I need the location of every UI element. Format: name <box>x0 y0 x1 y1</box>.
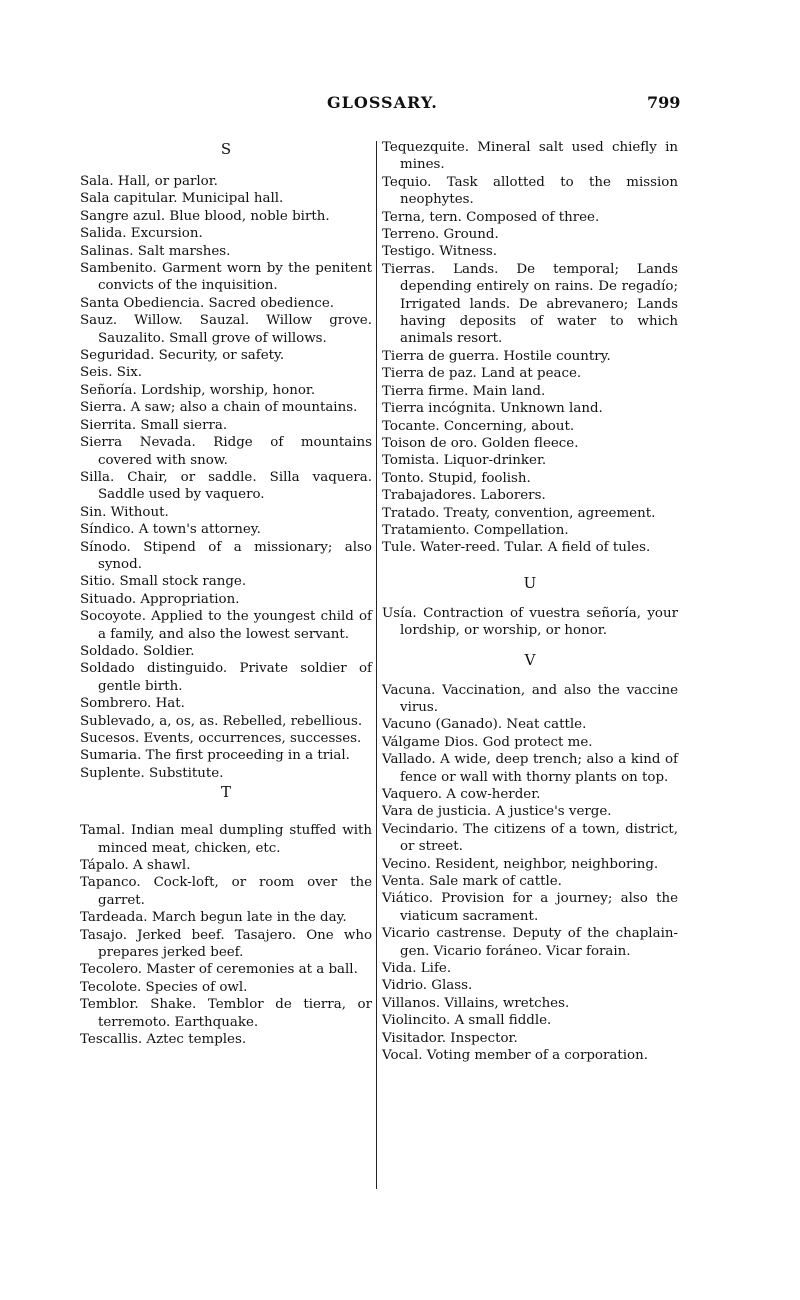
glossary-entry: Vallado. A wide, deep trench; also a kind of fence or wall with thorny plants on top. <box>382 752 678 785</box>
glossary-entry: Tonto. Stupid, foolish. <box>382 470 531 486</box>
glossary-entry: Seguridad. Security, or safety. <box>80 348 285 364</box>
section-heading-s: S <box>220 140 232 158</box>
glossary-entry: Tomista. Liquor-drinker. <box>382 453 547 469</box>
glossary-entry: Sangre azul. Blue blood, noble birth. <box>80 208 330 224</box>
glossary-entry: Tardeada. March begun late in the day. <box>80 910 347 926</box>
entry-list-v <box>382 682 678 1065</box>
glossary-entry: Venta. Sale mark of cattle. <box>382 874 562 890</box>
entry-list-t-cont <box>382 139 678 557</box>
glossary-entry: Sublevado, a, os, as. Rebelled, rebellious. <box>80 713 363 729</box>
glossary-entry: Tecolero. Master of ceremonies at a ball. <box>80 962 358 978</box>
glossary-entry: Vidrio. Glass. <box>382 978 473 994</box>
glossary-entry: Vicario castrense. Deputy of the chaplain-gen. Vicario foráneo. Vicar forain. <box>382 926 678 959</box>
glossary-entry: Sala. Hall, or parlor. <box>80 174 218 189</box>
section-heading-v: V <box>524 650 536 669</box>
glossary-entry: Vida. Life. <box>382 961 452 977</box>
glossary-entry: Silla. Chair, or saddle. Silla vaquera. Saddle used by vaquero. <box>80 469 372 503</box>
glossary-entry: Sierra. A saw; also a chain of mountains. <box>80 400 358 416</box>
glossary-entry: Vecindario. The citizens of a town, district, or street. <box>382 821 678 855</box>
glossary-entry: Tecolote. Species of owl. <box>80 979 248 995</box>
glossary-entry: Sierra Nevada. Ridge of mountains covered with snow. <box>80 435 372 468</box>
glossary-entry: Tierras. Lands. De temporal; Lands depending entirely on rains. De regadío; Irrigated lands. De abrevanero; Lands having deposits of water to which animals resort. <box>382 261 678 347</box>
glossary-entry: Villanos. Villains, wretches. <box>382 995 570 1011</box>
glossary-entry: Tápalo. A shawl. <box>80 858 191 874</box>
glossary-entry: Tescallis. Aztec temples. <box>80 1032 247 1048</box>
glossary-entry: Tequezquite. Mineral salt used chiefly in mines. <box>382 140 678 173</box>
glossary-entry: Vecino. Resident, neighbor, neighboring. <box>382 856 659 872</box>
glossary-entry: Usía. Contraction of vuestra señoría, your lordship, or worship, or honor. <box>382 605 678 639</box>
glossary-entry: Tocante. Concerning, about. <box>382 418 575 434</box>
glossary-entry: Vaquero. A cow-herder. <box>382 787 541 802</box>
glossary-entry: Situado. Appropriation. <box>80 591 240 607</box>
glossary-entry: Vacuna. Vaccination, and also the vaccine virus. <box>382 682 678 715</box>
glossary-entry: Socoyote. Applied to the youngest child of a family, and also the lowest servant. <box>80 609 372 642</box>
glossary-entry: Trabajadores. Laborers. <box>382 488 546 504</box>
glossary-entry: Tratamiento. Compellation. <box>382 522 569 538</box>
glossary-entry: Sin. Without. <box>80 504 169 520</box>
glossary-entry: Tratado. Treaty, convention, agreement. <box>382 505 656 521</box>
glossary-entry: Salida. Excursion. <box>80 226 203 242</box>
glossary-entry: Tasajo. Jerked beef. Tasajero. One who prepares jerked beef. <box>80 927 372 961</box>
glossary-entry: Tapanco. Cock-loft, or room over the garret. <box>80 875 372 908</box>
glossary-entry: Válgame Dios. God protect me. <box>382 734 593 750</box>
glossary-entry: Toison de oro. Golden fleece. <box>382 435 579 451</box>
glossary-entry: Santa Obediencia. Sacred obedience. <box>80 295 335 311</box>
glossary-entry: Suplente. Substitute. <box>80 765 224 781</box>
glossary-entry: Soldado distinguido. Private soldier of gentle birth. <box>80 661 372 694</box>
running-title: GLOSSARY. <box>327 93 438 112</box>
glossary-entry: Sambenito. Garment worn by the penitent convicts of the inquisition. <box>80 261 372 294</box>
right-column <box>382 139 678 1065</box>
section-heading-u: U <box>523 573 537 592</box>
glossary-entry: Sitio. Small stock range. <box>80 574 247 590</box>
column-divider <box>376 141 377 1189</box>
glossary-entry: Viático. Provision for a journey; also the viaticum sacrament. <box>382 891 678 924</box>
glossary-entry: Tierra de paz. Land at peace. <box>382 366 582 382</box>
glossary-entry: Temblor. Shake. Temblor de tierra, or terremoto. Earthquake. <box>80 997 372 1030</box>
glossary-entry: Señoría. Lordship, worship, honor. <box>80 382 316 398</box>
section-heading-t: T <box>220 783 231 802</box>
entry-list-s <box>80 173 372 782</box>
glossary-entry: Tierra de guerra. Hostile country. <box>382 348 611 364</box>
glossary-entry: Vara de justicia. A justice's verge. <box>382 804 612 820</box>
glossary-entry: Tierra incógnita. Unknown land. <box>382 401 603 417</box>
glossary-entry: Vacuno (Ganado). Neat cattle. <box>382 717 587 733</box>
glossary-entry: Tequio. Task allotted to the mission neophytes. <box>382 174 678 208</box>
glossary-entry: Sierrita. Small sierra. <box>80 417 228 433</box>
glossary-entry: Sauz. Willow. Sauzal. Willow grove. Sauzalito. Small grove of willows. <box>80 313 372 346</box>
page-number: 799 <box>647 93 681 112</box>
glossary-entry: Seis. Six. <box>80 365 143 381</box>
glossary-entry: Soldado. Soldier. <box>80 643 195 659</box>
entry-list-u <box>382 605 678 640</box>
glossary-entry: Violincito. A small fiddle. <box>382 1013 552 1029</box>
glossary-entry: Síndico. A town's attorney. <box>80 522 261 538</box>
page-header <box>0 93 800 117</box>
glossary-entry: Sombrero. Hat. <box>80 696 185 712</box>
glossary-entry: Sucesos. Events, occurrences, successes. <box>80 731 362 746</box>
glossary-entry: Tamal. Indian meal dumpling stuffed with minced meat, chicken, etc. <box>80 823 372 856</box>
glossary-entry: Sínodo. Stipend of a missionary; also synod. <box>80 539 372 572</box>
glossary-entry: Tierra firme. Main land. <box>382 383 546 399</box>
glossary-entry: Salinas. Salt marshes. <box>80 243 231 259</box>
glossary-entry: Vocal. Voting member of a corporation. <box>382 1048 648 1064</box>
glossary-entry: Terreno. Ground. <box>382 227 499 243</box>
entry-list-t <box>80 822 372 1048</box>
glossary-entry: Visitador. Inspector. <box>382 1030 518 1046</box>
glossary-entry: Terna, tern. Composed of three. <box>382 209 600 225</box>
glossary-entry: Sala capitular. Municipal hall. <box>80 191 284 207</box>
glossary-entry: Tule. Water-reed. Tular. A field of tules. <box>382 540 651 556</box>
glossary-entry: Sumaria. The first proceeding in a trial. <box>80 748 350 764</box>
glossary-entry: Testigo. Witness. <box>382 244 498 260</box>
left-column <box>80 139 372 1049</box>
